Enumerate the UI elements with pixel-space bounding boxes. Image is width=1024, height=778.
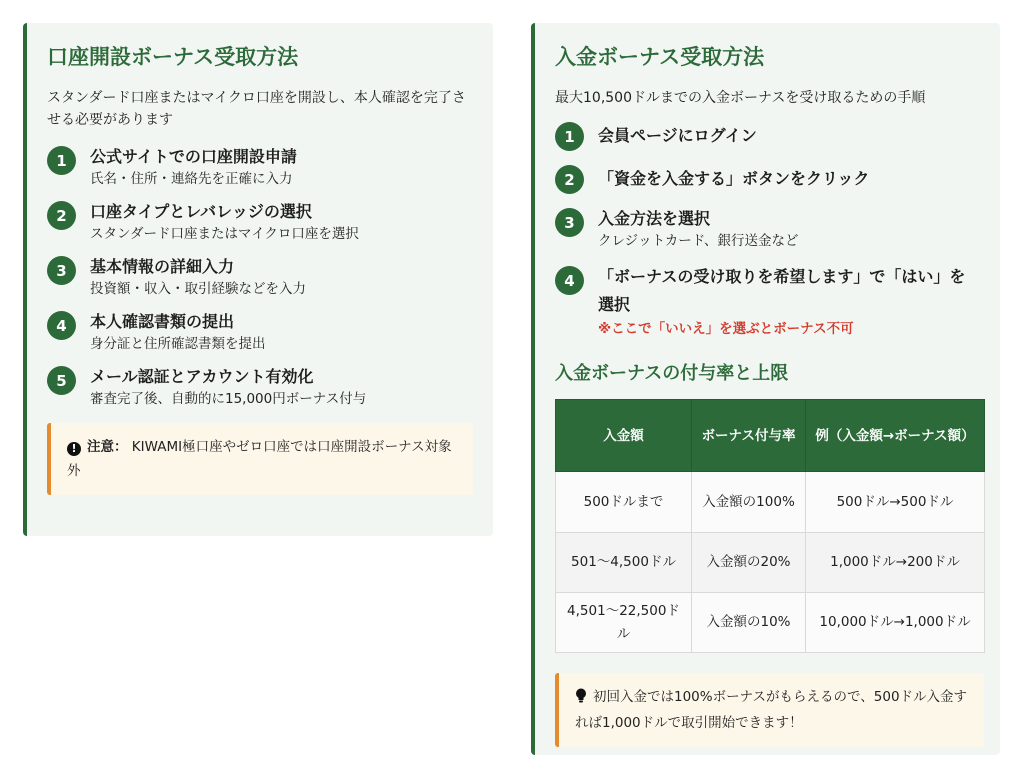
step-item xyxy=(47,145,473,189)
step-description: スタンダード口座またはマイクロ口座を選択 xyxy=(90,226,359,242)
table-cell: 10,000ドル→1,000ドル xyxy=(806,593,985,653)
step-number: 2 xyxy=(47,201,76,230)
table-header-row xyxy=(556,400,985,472)
step-title: 「ボーナスの受け取りを希望します」で「はい」を選択 xyxy=(598,267,966,314)
step-title: メール認証とアカウント有効化 xyxy=(90,367,314,386)
step-description: 氏名・住所・連絡先を正確に入力 xyxy=(90,171,293,187)
step-number: 4 xyxy=(47,311,76,340)
card-description: スタンダード口座またはマイクロ口座を開設し、本人確認を完了させる必要があります xyxy=(47,90,466,128)
table-cell: 1,000ドル→200ドル xyxy=(806,533,985,593)
card-description: 最大10,500ドルまでの入金ボーナスを受け取るための手順 xyxy=(555,90,926,106)
table-cell: 500ドル→500ドル xyxy=(806,472,985,533)
step-item xyxy=(555,121,980,151)
table-cell: 入金額の20% xyxy=(692,533,806,593)
table-header: 入金額 xyxy=(556,400,692,472)
table-cell: 入金額の10% xyxy=(692,593,806,653)
card-title: 口座開設ボーナス受取方法 xyxy=(47,45,299,69)
table-section-title: 入金ボーナスの付与率と上限 xyxy=(555,363,789,384)
tip-note xyxy=(555,673,984,747)
table-cell: 501～4,500ドル xyxy=(556,533,692,593)
step-title: 会員ページにログイン xyxy=(598,126,757,145)
note-text: KIWAMI極口座やゼロ口座では口座開設ボーナス対象外 xyxy=(67,439,452,479)
table-cell: 入金額の100% xyxy=(692,472,806,533)
step-number: 4 xyxy=(555,266,584,295)
table-header: 例（入金額→ボーナス額） xyxy=(806,400,985,472)
step-description: 身分証と住所確認書類を提出 xyxy=(90,336,266,352)
step-number: 2 xyxy=(555,165,584,194)
table-cell: 4,501～22,500ドル xyxy=(556,593,692,653)
deposit-bonus-card xyxy=(531,23,1000,755)
step-description: 投資額・収入・取引経験などを入力 xyxy=(90,281,306,297)
step-title: 公式サイトでの口座開設申請 xyxy=(90,147,297,166)
step-title: 口座タイプとレバレッジの選択 xyxy=(90,202,312,221)
step-number: 1 xyxy=(47,146,76,175)
table-row xyxy=(556,533,985,593)
caution-note xyxy=(47,423,473,495)
account-opening-bonus-card xyxy=(23,23,493,536)
step-number: 3 xyxy=(47,256,76,285)
step-description: クレジットカード、銀行送金など xyxy=(598,233,799,249)
step-title: 本人確認書類の提出 xyxy=(90,312,235,331)
table-row xyxy=(556,472,985,533)
step-warning: ※ここで「いいえ」を選ぶとボーナス不可 xyxy=(598,321,854,337)
card-title: 入金ボーナス受取方法 xyxy=(555,45,765,69)
step-item xyxy=(555,207,980,251)
step-item xyxy=(555,263,980,339)
step-number: 1 xyxy=(555,122,584,151)
step-item xyxy=(47,365,473,409)
step-number: 3 xyxy=(555,208,584,237)
step-item xyxy=(555,164,980,194)
step-item xyxy=(47,200,473,244)
bonus-rate-table xyxy=(555,399,985,653)
table-cell: 500ドルまで xyxy=(556,472,692,533)
step-item xyxy=(47,310,473,354)
lightbulb-icon xyxy=(575,687,587,711)
step-title: 基本情報の詳細入力 xyxy=(90,257,235,276)
step-number: 5 xyxy=(47,366,76,395)
tip-text: 初回入金では100%ボーナスがもらえるので、500ドル入金すれば1,000ドルで取引開始できます！ xyxy=(575,689,968,731)
note-label: 注意： xyxy=(87,439,128,455)
step-description: 審査完了後、自動的に15,000円ボーナス付与 xyxy=(90,391,367,407)
exclamation-icon: ! xyxy=(67,442,81,456)
step-title: 「資金を入金する」ボタンをクリック xyxy=(598,169,870,188)
table-row xyxy=(556,593,985,653)
step-item xyxy=(47,255,473,299)
step-title: 入金方法を選択 xyxy=(598,209,711,228)
table-header: ボーナス付与率 xyxy=(692,400,806,472)
